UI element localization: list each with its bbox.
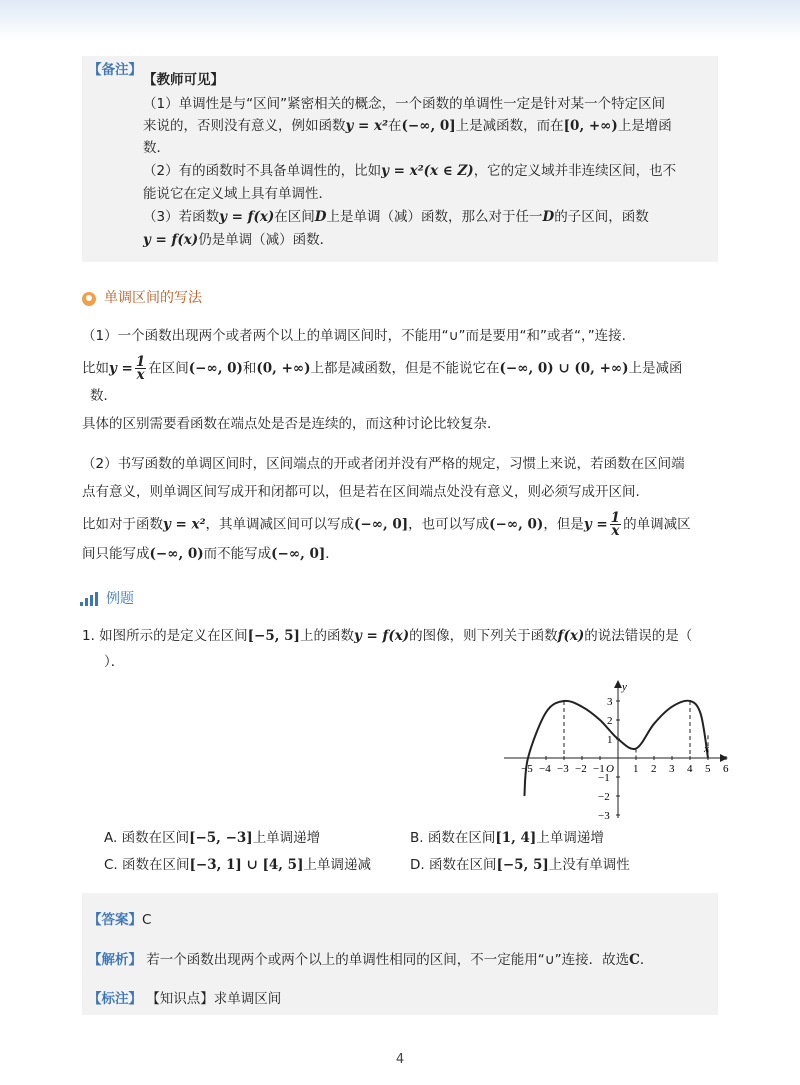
x-tick-label: 4 [687,763,693,775]
x-tick-label: −2 [575,763,587,775]
y-tick-label: 3 [607,696,613,708]
section-title-interval-writing: 单调区间的写法 [104,290,202,306]
section-title-examples: 例题 [106,591,134,607]
y-axis-label: y [622,681,627,693]
y-tick-label: −2 [598,791,610,803]
explanation-line: 【解析】 若一个函数出现两个或两个以上的单调性相同的区间，不一定能用“∪”连接．故选C． [88,952,654,968]
y-ticks [598,696,620,822]
s1-line3: 数． [90,388,117,404]
option-b[interactable]: B. 函数在区间[1, 4]上单调递增 [410,830,604,846]
page-number: 4 [395,1052,405,1067]
x-tick-label: 3 [669,763,675,775]
note-tag: 【备注】 [88,62,142,78]
x-tick-label: −5 [521,763,533,775]
x-tick-label: 6 [723,763,729,775]
x-tick-label: −4 [539,763,551,775]
option-c[interactable]: C. 函数在区间[−3, 1] ∪ [4, 5]上单调递减 [104,857,371,873]
note-heading: 【教师可见】 [143,72,224,88]
note-p1a: （1）单调性是与“区间”紧密相关的概念，一个函数的单调性一定是针对某一个特定区间 [143,96,666,112]
option-a[interactable]: A. 函数在区间[−5, −3]上单调递增 [104,830,321,846]
x-tick-label: 2 [651,763,657,775]
note-p3b: y = f(x)仍是单调（减）函数． [143,232,334,248]
s1-line4: 具体的区别需要看函数在端点处是否是连续的，而这种讨论比较复杂． [82,416,501,432]
note-p2a: （2）有的函数时不具备单调性的，比如y = x²(x ∈ Z)，它的定义域并非连续区间，也不 [143,163,677,179]
label-line: 【标注】 【知识点】求单调区间 [88,991,282,1007]
s1-line8: 间只能写成(−∞, 0)而不能写成(−∞, 0]． [82,546,339,562]
y-tick-label: 2 [607,715,613,727]
s1-line2: 比如y = $\frac{1}{x}$ 在区间(−∞, 0)和(0, +∞)上都是减函数，但是不能说它在(−∞, 0) ∪ (0, +∞)上是减函 [82,354,683,383]
note-p1b: 来说的，否则没有意义，例如函数y = x²在(−∞, 0]上是减函数，而在[0, +∞)上是增函 [143,118,672,134]
option-d[interactable]: D. 函数在区间[−5, 5]上没有单调性 [410,857,630,873]
x-tick-label: −1 [593,763,605,775]
lightbulb-icon [82,292,96,306]
x-tick-label: 1 [633,763,639,775]
question-line1: 1. 如图所示的是定义在区间[−5, 5]上的函数y = f(x)的图像，则下列关于函数f(x)的说法错误的是（ [82,628,693,644]
s1-line7: 比如对于函数y = x²，其单调减区间可以写成(−∞, 0]，也可以写成(−∞, 0)，但是y = $\frac{1}{x}$ 的单调减区 [82,510,691,539]
s1-line5: （2）书写函数的单调区间时，区间端点的开或者闭并没有严格的规定，习惯上来说，若函数在区间端 [82,456,685,472]
x-tick-label: −3 [557,763,569,775]
note-p2b: 能说它在定义域上具有单调性． [143,186,332,202]
x-ticks [521,756,729,775]
answer-line: 【答案】C [88,912,152,928]
function-curve [524,701,708,796]
question-line2: ）． [104,654,125,670]
s1-line6: 点有意义，则单调区间写成开和闭都可以，但是若在区间端点处没有意义，则必须写成开区间. [82,484,640,500]
x-axis-label: x [704,743,709,755]
note-p1c: 数． [143,140,170,156]
note-p3a: （3）若函数y = f(x)在区间D上是单调（减）函数，那么对于任一D的子区间，函数 [143,209,649,225]
y-tick-label: 1 [607,734,613,746]
y-tick-label: −1 [598,772,610,784]
s1-line1: （1）一个函数出现两个或者两个以上的单调区间时，不能用“∪”而是要用“和”或者“，”连接. [82,328,626,344]
bar-chart-icon [80,592,98,606]
origin-label: O [606,763,614,775]
x-tick-label: 5 [705,763,711,775]
function-graph [500,678,732,822]
top-band [0,0,800,40]
y-tick-label: −3 [598,810,610,822]
